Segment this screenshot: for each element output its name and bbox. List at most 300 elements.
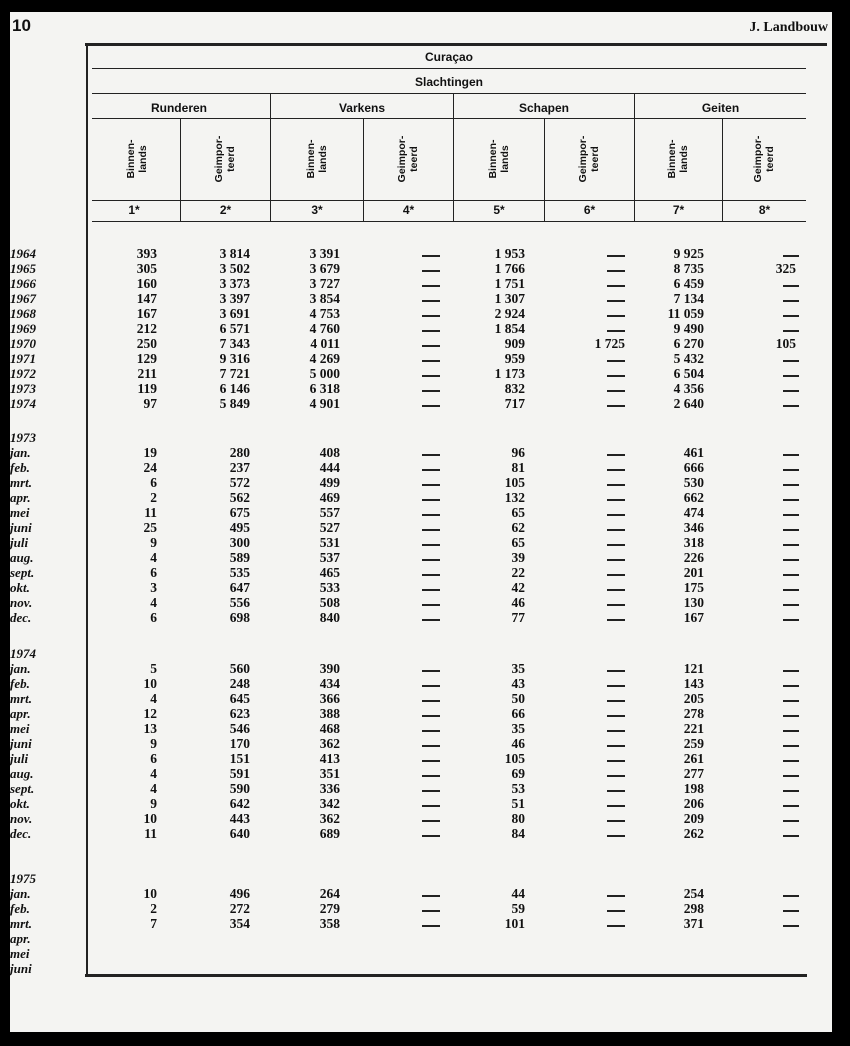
dash-mark [607, 835, 625, 837]
cell-c2: 3 502 [219, 261, 250, 276]
cell-c3: 557 [319, 505, 340, 520]
cell-c7: 2 640 [673, 396, 704, 411]
dash-mark [422, 375, 440, 377]
cell-c3: 533 [319, 580, 340, 595]
dash-mark [783, 670, 799, 672]
cell-c2: 7 343 [219, 336, 250, 351]
cell-c2: 535 [229, 565, 250, 580]
cell-c3: 689 [319, 826, 340, 841]
dash-mark [783, 910, 799, 912]
dash-mark [783, 805, 799, 807]
cell-c5: 46 [511, 595, 525, 610]
month-label: sept. [10, 781, 35, 796]
month-label: jan. [10, 445, 31, 460]
dash-mark [607, 499, 625, 501]
cell-c1: 6 [150, 475, 157, 490]
rule-subheads [92, 200, 806, 201]
dash-mark [422, 820, 440, 822]
subhead-col-3: Binnen- lands [305, 139, 329, 179]
dash-mark [422, 604, 440, 606]
cell-c2: 280 [229, 445, 250, 460]
subhead-col-7: Binnen- lands [666, 139, 690, 179]
cell-c2: 354 [229, 916, 250, 931]
cell-c5: 1 751 [494, 276, 525, 291]
cell-c1: 393 [136, 246, 157, 261]
cell-c7: 262 [683, 826, 704, 841]
cell-c1: 11 [144, 826, 157, 841]
cell-c2: 9 316 [219, 351, 250, 366]
dash-mark [607, 514, 625, 516]
cell-c2: 572 [229, 475, 250, 490]
dash-mark [422, 270, 440, 272]
cell-c5: 1 173 [494, 366, 525, 381]
dash-mark [607, 715, 625, 717]
month-label: apr. [10, 931, 31, 946]
cell-c3: 3 854 [309, 291, 340, 306]
cell-c3: 408 [319, 445, 340, 460]
cell-c5: 909 [504, 336, 525, 351]
cell-c2: 675 [229, 505, 250, 520]
dash-mark [607, 700, 625, 702]
dash-mark [783, 820, 799, 822]
cell-c2: 591 [229, 766, 250, 781]
rule-colnums [92, 221, 806, 222]
dash-mark [783, 405, 799, 407]
cell-c3: 362 [319, 811, 340, 826]
cell-c1: 305 [136, 261, 157, 276]
cell-c2: 560 [229, 661, 250, 676]
cell-c2: 170 [229, 736, 250, 751]
cell-c2: 496 [229, 886, 250, 901]
cell-c2: 7 721 [219, 366, 250, 381]
cell-c3: 465 [319, 565, 340, 580]
cell-c1: 211 [137, 366, 157, 381]
cell-c7: 209 [683, 811, 704, 826]
dash-mark [783, 604, 799, 606]
dash-mark [607, 805, 625, 807]
cell-c2: 589 [229, 550, 250, 565]
cell-c1: 147 [136, 291, 157, 306]
month-label: aug. [10, 550, 34, 565]
cell-c3: 434 [319, 676, 340, 691]
cell-c1: 97 [143, 396, 157, 411]
dash-mark [783, 514, 799, 516]
cell-c7: 11 059 [667, 306, 704, 321]
cell-c7: 371 [683, 916, 704, 931]
dash-mark [422, 405, 440, 407]
cell-c7: 201 [683, 565, 704, 580]
cell-c2: 623 [229, 706, 250, 721]
group-runderen: Runderen [150, 101, 207, 115]
month-label: dec. [10, 826, 32, 841]
cell-c1: 167 [136, 306, 157, 321]
dash-mark [422, 790, 440, 792]
dash-mark [422, 360, 440, 362]
row-label: 1967 [10, 291, 36, 306]
cell-c1: 13 [143, 721, 157, 736]
subhead-col-8: Geimpor- teerd [752, 135, 776, 183]
row-label: 1965 [10, 261, 36, 276]
cell-c3: 388 [319, 706, 340, 721]
dash-mark [607, 360, 625, 362]
dash-mark [422, 619, 440, 621]
col-number-2: 2* [219, 203, 232, 217]
cell-c7: 130 [683, 595, 704, 610]
cell-c1: 7 [150, 916, 157, 931]
cell-c5: 35 [511, 661, 525, 676]
month-label: juli [10, 751, 29, 766]
row-label: 1973 [10, 381, 36, 396]
dash-mark [422, 454, 440, 456]
cell-c3: 358 [319, 916, 340, 931]
cell-c7: 662 [683, 490, 704, 505]
dash-mark [783, 835, 799, 837]
cell-c1: 9 [150, 736, 157, 751]
col-number-7: 7* [672, 203, 685, 217]
cell-c5: 59 [511, 901, 525, 916]
dash-mark [422, 760, 440, 762]
group-schapen: Schapen [518, 101, 569, 115]
dash-mark [607, 300, 625, 302]
dash-mark [422, 300, 440, 302]
cell-c3: 351 [319, 766, 340, 781]
cell-c5: 81 [511, 460, 525, 475]
cell-c7: 221 [683, 721, 704, 736]
cell-c2: 556 [229, 595, 250, 610]
cell-c2: 6 146 [219, 381, 250, 396]
dash-mark [783, 895, 799, 897]
cell-c1: 11 [144, 505, 157, 520]
rule-category [92, 93, 806, 94]
cell-c3: 444 [319, 460, 340, 475]
cell-c5: 1 953 [494, 246, 525, 261]
dash-mark [783, 360, 799, 362]
cell-c2: 645 [229, 691, 250, 706]
year-label: 1975 [10, 871, 36, 886]
cell-c3: 264 [319, 886, 340, 901]
dash-mark [783, 925, 799, 927]
month-label: sept. [10, 565, 35, 580]
cell-c2: 546 [229, 721, 250, 736]
dash-mark [422, 589, 440, 591]
dash-mark [422, 315, 440, 317]
dash-mark [607, 604, 625, 606]
cell-c5: 132 [504, 490, 525, 505]
dash-mark [783, 790, 799, 792]
dash-mark [783, 745, 799, 747]
subhead-col-5: Binnen- lands [487, 139, 511, 179]
cell-c5: 1 307 [494, 291, 525, 306]
dash-mark [422, 835, 440, 837]
dash-mark [607, 375, 625, 377]
cell-c7: 278 [683, 706, 704, 721]
cell-c5: 69 [511, 766, 525, 781]
cell-c3: 468 [319, 721, 340, 736]
cell-c1: 4 [150, 781, 157, 796]
cell-c1: 129 [136, 351, 157, 366]
dash-mark [422, 390, 440, 392]
cell-c5: 44 [511, 886, 525, 901]
year-label: 1974 [10, 646, 36, 661]
cell-c1: 19 [143, 445, 157, 460]
cell-c1: 212 [136, 321, 157, 336]
dash-mark [422, 745, 440, 747]
month-label: mei [10, 721, 30, 736]
cell-c2: 237 [229, 460, 250, 475]
cell-c5: 65 [511, 505, 525, 520]
dash-mark [422, 775, 440, 777]
month-label: mei [10, 946, 30, 961]
cell-c1: 10 [143, 676, 157, 691]
dash-mark [422, 544, 440, 546]
page [10, 12, 832, 1032]
dash-mark [422, 910, 440, 912]
dash-mark [422, 559, 440, 561]
dash-mark [607, 484, 625, 486]
dash-mark [607, 775, 625, 777]
cell-c2: 248 [229, 676, 250, 691]
cell-c7: 226 [683, 550, 704, 565]
month-label: dec. [10, 610, 32, 625]
dash-mark [783, 589, 799, 591]
cell-c5: 46 [511, 736, 525, 751]
cell-c3: 508 [319, 595, 340, 610]
subhead-col-1: Binnen- lands [125, 139, 149, 179]
dash-mark [422, 514, 440, 516]
dash-mark [422, 685, 440, 687]
month-label: juni [10, 520, 32, 535]
month-label: jan. [10, 661, 31, 676]
dash-mark [422, 484, 440, 486]
dash-mark [783, 285, 799, 287]
region-header: Curaçao [424, 50, 474, 64]
dash-mark [607, 670, 625, 672]
cell-c5: 717 [504, 396, 525, 411]
dash-mark [607, 559, 625, 561]
cell-c3: 279 [319, 901, 340, 916]
cell-c7: 198 [683, 781, 704, 796]
cell-c1: 6 [150, 610, 157, 625]
dash-mark [607, 925, 625, 927]
month-label: apr. [10, 490, 31, 505]
dash-mark [783, 375, 799, 377]
cell-c5: 42 [511, 580, 525, 595]
cell-c1: 9 [150, 535, 157, 550]
month-label: juni [10, 736, 32, 751]
dash-mark [783, 685, 799, 687]
dash-mark [607, 405, 625, 407]
dash-mark [607, 529, 625, 531]
cell-c7: 5 432 [673, 351, 704, 366]
dash-mark [607, 910, 625, 912]
dash-mark [607, 760, 625, 762]
cell-c2: 562 [229, 490, 250, 505]
cell-c2: 590 [229, 781, 250, 796]
month-label: mrt. [10, 691, 33, 706]
dash-mark [422, 700, 440, 702]
dash-mark [783, 469, 799, 471]
cell-c7: 277 [683, 766, 704, 781]
cell-c2: 3 814 [219, 246, 250, 261]
cell-c1: 10 [143, 811, 157, 826]
dash-mark [783, 255, 799, 257]
col-number-3: 3* [311, 203, 323, 217]
dash-mark [422, 895, 440, 897]
cell-c7: 6 270 [673, 336, 704, 351]
cell-c5: 50 [511, 691, 525, 706]
cell-c5: 35 [511, 721, 525, 736]
cell-c1: 4 [150, 595, 157, 610]
cell-c7: 9 925 [673, 246, 704, 261]
dash-mark [783, 529, 799, 531]
cell-c5: 51 [511, 796, 525, 811]
cell-c3: 6 318 [309, 381, 340, 396]
cell-c7: 8 735 [673, 261, 704, 276]
cell-c7: 7 134 [673, 291, 704, 306]
col-number-8: 8* [758, 203, 771, 217]
cell-c3: 342 [319, 796, 340, 811]
dash-mark [422, 730, 440, 732]
cell-c1: 24 [143, 460, 157, 475]
cell-c5: 22 [511, 565, 525, 580]
cell-c5: 96 [511, 445, 525, 460]
cell-c1: 250 [136, 336, 157, 351]
dash-mark [783, 330, 799, 332]
cell-c5: 1 766 [494, 261, 525, 276]
cell-c1: 4 [150, 550, 157, 565]
col-number-6: 6* [583, 203, 596, 217]
cell-c3: 4 760 [309, 321, 340, 336]
cell-c3: 413 [319, 751, 340, 766]
dash-mark [422, 529, 440, 531]
dash-mark [783, 544, 799, 546]
cell-c7: 206 [683, 796, 704, 811]
subhead-col-4: Geimpor- teerd [396, 135, 420, 183]
cell-c5: 39 [511, 550, 525, 565]
cell-c1: 160 [136, 276, 157, 291]
row-label: 1970 [10, 336, 36, 351]
cell-c3: 4 753 [309, 306, 340, 321]
dash-mark [783, 559, 799, 561]
cell-c5: 959 [504, 351, 525, 366]
row-label: 1971 [10, 351, 36, 366]
cell-c3: 527 [319, 520, 340, 535]
cell-c3: 840 [319, 610, 340, 625]
dash-mark [607, 589, 625, 591]
dash-mark [607, 619, 625, 621]
cell-c5: 62 [511, 520, 525, 535]
row-label: 1974 [10, 396, 36, 411]
cell-c2: 640 [229, 826, 250, 841]
month-label: mei [10, 505, 30, 520]
cell-c5: 65 [511, 535, 525, 550]
dash-mark [607, 454, 625, 456]
dash-mark [607, 315, 625, 317]
cell-c2: 698 [229, 610, 250, 625]
cell-c1: 25 [143, 520, 157, 535]
dash-mark [607, 544, 625, 546]
cell-c7: 461 [683, 445, 704, 460]
cell-c7: 318 [683, 535, 704, 550]
dash-mark [607, 390, 625, 392]
dash-mark [783, 700, 799, 702]
cell-c2: 6 571 [219, 321, 250, 336]
col-number-4: 4* [402, 203, 415, 217]
cell-c7: 254 [683, 886, 704, 901]
dash-mark [783, 390, 799, 392]
cell-c3: 499 [319, 475, 340, 490]
month-label: mrt. [10, 916, 33, 931]
section-title: J. Landbouw [749, 20, 828, 35]
cell-c3: 362 [319, 736, 340, 751]
dash-mark [783, 454, 799, 456]
cell-c8: 325 [775, 261, 796, 276]
dash-mark [422, 670, 440, 672]
month-label: feb. [10, 676, 30, 691]
dash-mark [422, 715, 440, 717]
row-label: 1964 [10, 246, 36, 261]
cell-c2: 5 849 [219, 396, 250, 411]
cell-c7: 121 [683, 661, 704, 676]
cell-c1: 9 [150, 796, 157, 811]
cell-c5: 832 [504, 381, 525, 396]
dash-mark [422, 805, 440, 807]
month-label: jan. [10, 886, 31, 901]
cell-c1: 119 [137, 381, 157, 396]
cell-c1: 6 [150, 751, 157, 766]
month-label: aug. [10, 766, 34, 781]
cell-c7: 6 459 [673, 276, 704, 291]
cell-c5: 53 [511, 781, 525, 796]
cell-c7: 261 [683, 751, 704, 766]
cell-c2: 300 [229, 535, 250, 550]
cell-c1: 2 [150, 490, 157, 505]
cell-c7: 6 504 [673, 366, 704, 381]
dash-mark [607, 790, 625, 792]
dash-mark [422, 499, 440, 501]
cell-c2: 647 [229, 580, 250, 595]
cell-c7: 205 [683, 691, 704, 706]
cell-c2: 3 397 [219, 291, 250, 306]
page-number: 10 [12, 16, 31, 35]
cell-c5: 84 [511, 826, 525, 841]
category-header: Slachtingen [414, 75, 483, 89]
cell-c3: 366 [319, 691, 340, 706]
cell-c7: 4 356 [673, 381, 704, 396]
cell-c2: 443 [229, 811, 250, 826]
cell-c7: 143 [683, 676, 704, 691]
month-label: juli [10, 535, 29, 550]
row-label: 1966 [10, 276, 36, 291]
dash-mark [783, 315, 799, 317]
cell-c3: 5 000 [309, 366, 340, 381]
cell-c5: 105 [504, 751, 525, 766]
row-label: 1969 [10, 321, 36, 336]
subhead-col-6: Geimpor- teerd [577, 135, 601, 183]
cell-c7: 298 [683, 901, 704, 916]
cell-c1: 4 [150, 766, 157, 781]
cell-c2: 151 [229, 751, 250, 766]
cell-c3: 3 727 [309, 276, 340, 291]
cell-c5: 105 [504, 475, 525, 490]
dash-mark [607, 730, 625, 732]
dash-mark [783, 760, 799, 762]
col-number-5: 5* [493, 203, 505, 217]
group-geiten: Geiten [701, 101, 740, 115]
dash-mark [607, 745, 625, 747]
cell-c5: 2 924 [494, 306, 525, 321]
subhead-col-2: Geimpor- teerd [213, 135, 237, 183]
